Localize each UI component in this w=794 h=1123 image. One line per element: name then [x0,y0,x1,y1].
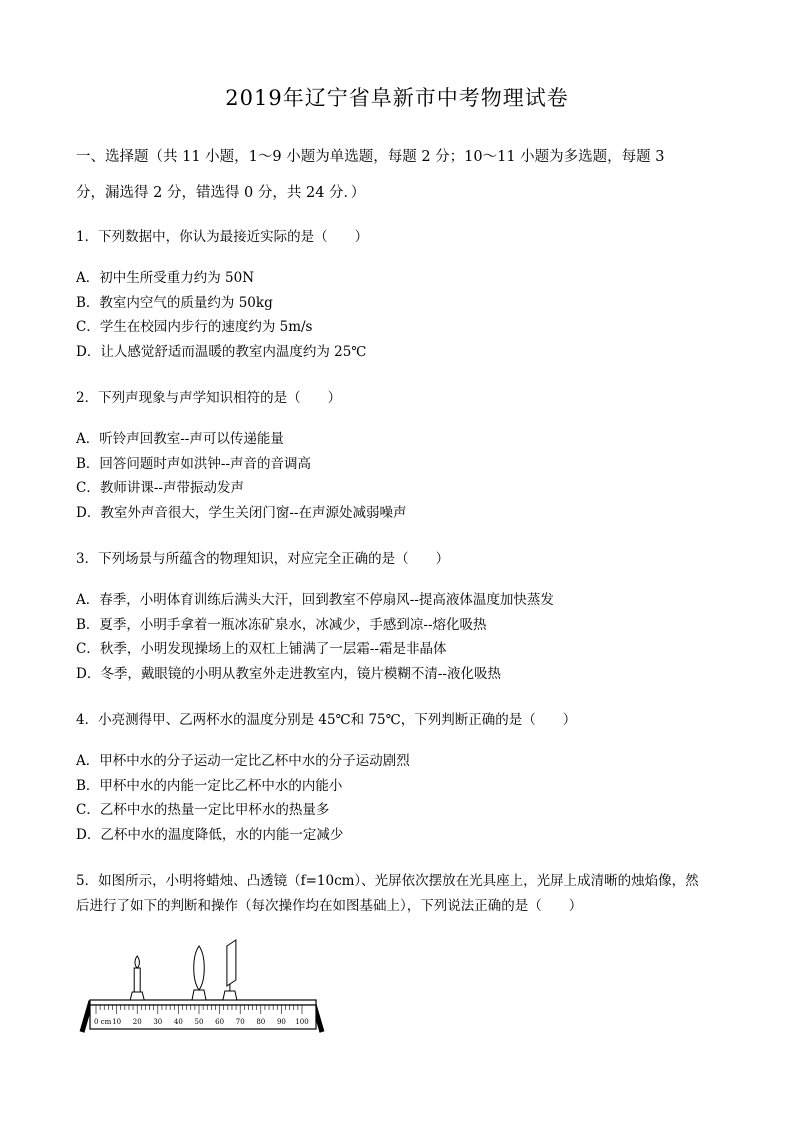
lens-shape [194,946,205,990]
question-1-option-c: C．学生在校园内步行的速度约为 5m/s [76,319,313,335]
section-header-line-1: 一、选择题（共 11 小题，1～9 小题为单选题，每题 2 分；10～11 小题为多选题，每题 3 [76,149,665,165]
ruler-label: 50 [194,1018,204,1026]
question-4-option-d: D．乙杯中水的温度降低，水的内能一定减少 [76,827,344,843]
question-3-option-d: D．冬季，戴眼镜的小明从教室外走进教室内，镜片模糊不清--液化吸热 [76,666,501,682]
ruler-label: 100 [295,1018,309,1026]
question-3-option-b: B．夏季，小明手拿着一瓶冰冻矿泉水，冰减少，手感到凉--熔化吸热 [76,617,487,633]
lens-holder [192,990,206,1000]
ruler-label: 0 cm [94,1018,112,1026]
ruler-label: 40 [173,1018,183,1026]
bench-rail-top [90,1000,316,1005]
question-2-option-c: C．教师讲课--声带振动发声 [76,480,244,496]
question-1-option-d: D．让人感觉舒适而温暖的教室内温度约为 25℃ [76,344,367,360]
question-4-option-a: A．甲杯中水的分子运动一定比乙杯中水的分子运动剧烈 [76,753,410,769]
convex-lens [192,946,206,1000]
question-2-stem: 2．下列声现象与声学知识相符的是（ ） [76,390,342,406]
section-header-line-2: 分，漏选得 2 分，错选得 0 分，共 24 分．） [76,185,366,201]
candle [130,956,144,1000]
ruler-label: 10 [112,1018,122,1026]
question-4-option-c: C．乙杯中水的热量一定比甲杯水的热量多 [76,802,330,818]
page-title: 2019年辽宁省阜新市中考物理试卷 [225,86,569,110]
question-2-option-b: B．回答问题时声如洪钟--声音的音调高 [76,456,312,472]
question-1-stem: 1．下列数据中，你认为最接近实际的是（ ） [76,229,369,245]
candle-holder [130,992,144,1000]
optical-bench-figure [78,938,328,1038]
question-5-stem-line-2: 后进行了如下的判断和操作（每次操作均在如图基础上），下列说法正确的是（ ） [76,898,583,914]
ruler-label: 70 [235,1018,245,1026]
screen-panel [227,940,236,986]
screen-holder [223,991,237,1000]
question-3-option-c: C．秋季，小明发现操场上的双杠上铺满了一层霜--霜是非晶体 [76,641,447,657]
question-2-option-d: D．教室外声音很大，学生关闭门窗--在声源处减弱噪声 [76,505,407,521]
question-1-option-a: A．初中生所受重力约为 50N [76,270,255,286]
question-4-option-b: B．甲杯中水的内能一定比乙杯中水的内能小 [76,778,343,794]
question-1-option-b: B．教室内空气的质量约为 50kg [76,295,273,311]
ruler-label: 20 [132,1018,142,1026]
ruler-label: 90 [276,1018,286,1026]
question-2-option-a: A．听铃声回教室--声可以传递能量 [76,431,284,447]
question-4-stem: 4．小亮测得甲、乙两杯水的温度分别是 45℃和 75℃，下列判断正确的是（ ） [76,712,577,728]
ruler-label: 30 [153,1018,163,1026]
ruler-label: 80 [256,1018,266,1026]
question-3-stem: 3．下列场景与所蕴含的物理知识，对应完全正确的是（ ） [76,551,450,567]
ruler-label: 60 [215,1018,225,1026]
light-screen [223,940,237,1000]
question-5-stem-line-1: 5．如图所示，小明将蜡烛、凸透镜（f=10cm）、光屏依次摆放在光具座上，光屏上成清晰的烛焰像，然 [76,873,699,889]
candle-flame-icon [135,956,140,968]
question-3-option-a: A．春季，小明体育训练后满头大汗，回到教室不停扇风--提高液体温度加快蒸发 [76,592,554,608]
candle-body [134,968,140,992]
